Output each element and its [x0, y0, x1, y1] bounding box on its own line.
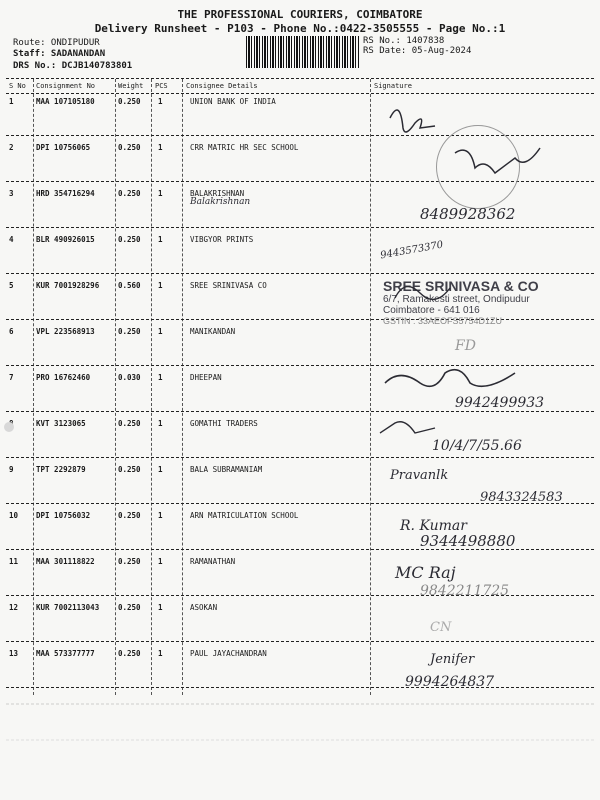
row-serial: 7 — [9, 373, 14, 382]
row-pcs: 1 — [158, 557, 163, 566]
row-pcs: 1 — [158, 649, 163, 658]
row-consignee: GOMATHI TRADERS — [190, 419, 258, 428]
row-consignee: RAMANATHAN — [190, 557, 236, 566]
barcode — [246, 36, 360, 68]
row-pcs: 1 — [158, 281, 163, 290]
stamp-name: SREE SRINIVASA & CO — [383, 278, 539, 294]
handwritten-note: CN — [430, 620, 452, 635]
col-header-weight: Weight — [118, 82, 144, 90]
handwritten-signature: MC Raj — [395, 563, 456, 582]
drs-number: DRS No.: DCJB140783801 — [13, 61, 133, 71]
row-consignment-no: DPI 10756032 — [36, 511, 91, 520]
row-weight: 0.250 — [118, 235, 141, 244]
row-weight: 0.250 — [118, 649, 141, 658]
handwritten-phone: 9942499933 — [455, 395, 545, 411]
row-serial: 2 — [9, 143, 14, 152]
row-weight: 0.250 — [118, 511, 141, 520]
row-weight: 0.250 — [118, 143, 141, 152]
signature-scribbles — [375, 98, 595, 698]
stamp-city: Coimbatore - 641 016 — [383, 305, 480, 316]
row-serial: 5 — [9, 281, 14, 290]
stamp-gstin: GSTIN : 33AEOFS5754D1ZU — [383, 316, 503, 326]
row-pcs: 1 — [158, 97, 163, 106]
col-header-consignee: Consignee Details — [186, 82, 258, 90]
handwritten-phone: 9843324583 — [480, 490, 563, 505]
row-weight: 0.250 — [118, 557, 141, 566]
row-pcs: 1 — [158, 419, 163, 428]
row-consignee: CRR MATRIC HR SEC SCHOOL — [190, 143, 299, 152]
col-header-pcs: PCS — [155, 82, 168, 90]
row-serial: 1 — [9, 97, 14, 106]
col-header-consignment: Consignment No — [36, 82, 96, 90]
row-weight: 0.250 — [118, 603, 141, 612]
row-consignment-no: KUR 7002113043 — [36, 603, 100, 612]
col-header-signature: Signature — [374, 82, 412, 90]
row-serial: 6 — [9, 327, 14, 336]
rs-number: RS No.: 1407838 — [363, 36, 445, 46]
handwritten-note: 10/4/7/55.66 — [432, 438, 522, 454]
row-consignee: PAUL JAYACHANDRAN — [190, 649, 267, 658]
rs-date: RS Date: 05-Aug-2024 — [363, 46, 472, 56]
row-consignment-no: VPL 223568913 — [36, 327, 95, 336]
row-consignee: VIBGYOR PRINTS — [190, 235, 254, 244]
handwritten-phone: 9344498880 — [420, 532, 516, 550]
handwritten-phone: 9842211725 — [420, 583, 510, 599]
row-serial: 9 — [9, 465, 14, 474]
handwritten-fd: FD — [455, 338, 476, 354]
row-pcs: 1 — [158, 189, 163, 198]
row-pcs: 1 — [158, 511, 163, 520]
row-consignee: BALAKRISHNAN — [190, 189, 245, 198]
row-weight: 0.030 — [118, 373, 141, 382]
row-serial: 11 — [9, 557, 19, 566]
staff-label: Staff: SADANANDAN — [13, 49, 106, 59]
blank-lines — [0, 700, 600, 800]
row-pcs: 1 — [158, 143, 163, 152]
row-consignment-no: DPI 10756065 — [36, 143, 91, 152]
row-consignment-no: PRO 16762460 — [36, 373, 91, 382]
document-subtitle: Delivery Runsheet - P103 - Phone No.:0422-3505555 - Page No.:1 — [94, 22, 506, 35]
route-label: Route: ONDIPUDUR — [13, 38, 100, 48]
punch-hole — [4, 422, 14, 432]
row-pcs: 1 — [158, 465, 163, 474]
handwritten-phone: 9994264837 — [405, 674, 495, 690]
row-consignee: SREE SRINIVASA CO — [190, 281, 267, 290]
row-weight: 0.560 — [118, 281, 141, 290]
row-serial: 10 — [9, 511, 19, 520]
row-weight: 0.250 — [118, 97, 141, 106]
handwritten-name: R. Kumar — [400, 518, 467, 534]
row-consignment-no: TPT 2292879 — [36, 465, 86, 474]
row-consignee: ASOKAN — [190, 603, 218, 612]
row-consignee: DHEEPAN — [190, 373, 222, 382]
handwritten-name: Pravanlk — [390, 468, 449, 483]
row-consignment-no: KUR 7001928296 — [36, 281, 100, 290]
handwritten-phone: 8489928362 — [420, 205, 516, 223]
table-top-rule — [6, 78, 594, 79]
row-serial: 3 — [9, 189, 14, 198]
row-pcs: 1 — [158, 373, 163, 382]
row-consignment-no: HRD 354716294 — [36, 189, 95, 198]
row-consignee: BALA SUBRAMANIAM — [190, 465, 263, 474]
row-weight: 0.250 — [118, 189, 141, 198]
row-serial: 13 — [9, 649, 19, 658]
col-header-sno: S No — [9, 82, 26, 90]
row-serial: 12 — [9, 603, 19, 612]
row-pcs: 1 — [158, 235, 163, 244]
row-consignment-no: MAA 573377777 — [36, 649, 95, 658]
row-weight: 0.250 — [118, 465, 141, 474]
row-pcs: 1 — [158, 603, 163, 612]
table-header-rule — [6, 93, 594, 94]
row-consignee: UNION BANK OF INDIA — [190, 97, 276, 106]
handwritten-note: 9443573370 — [379, 239, 445, 262]
document-title: THE PROFESSIONAL COURIERS, COIMBATORE — [177, 8, 423, 21]
row-weight: 0.250 — [118, 327, 141, 336]
row-consignment-no: BLR 490926015 — [36, 235, 95, 244]
row-consignment-no: MAA 301118822 — [36, 557, 95, 566]
row-consignment-no: MAA 107105180 — [36, 97, 95, 106]
handwritten-name: Balakrishnan — [190, 197, 251, 207]
row-consignee: MANIKANDAN — [190, 327, 236, 336]
row-consignment-no: KVT 3123065 — [36, 419, 86, 428]
row-pcs: 1 — [158, 327, 163, 336]
row-consignee: ARN MATRICULATION SCHOOL — [190, 511, 299, 520]
handwritten-name: Jenifer — [430, 652, 475, 667]
stamp-address: 6/7, Ramakesti street, Ondipudur — [383, 294, 530, 305]
row-weight: 0.250 — [118, 419, 141, 428]
row-serial: 4 — [9, 235, 14, 244]
